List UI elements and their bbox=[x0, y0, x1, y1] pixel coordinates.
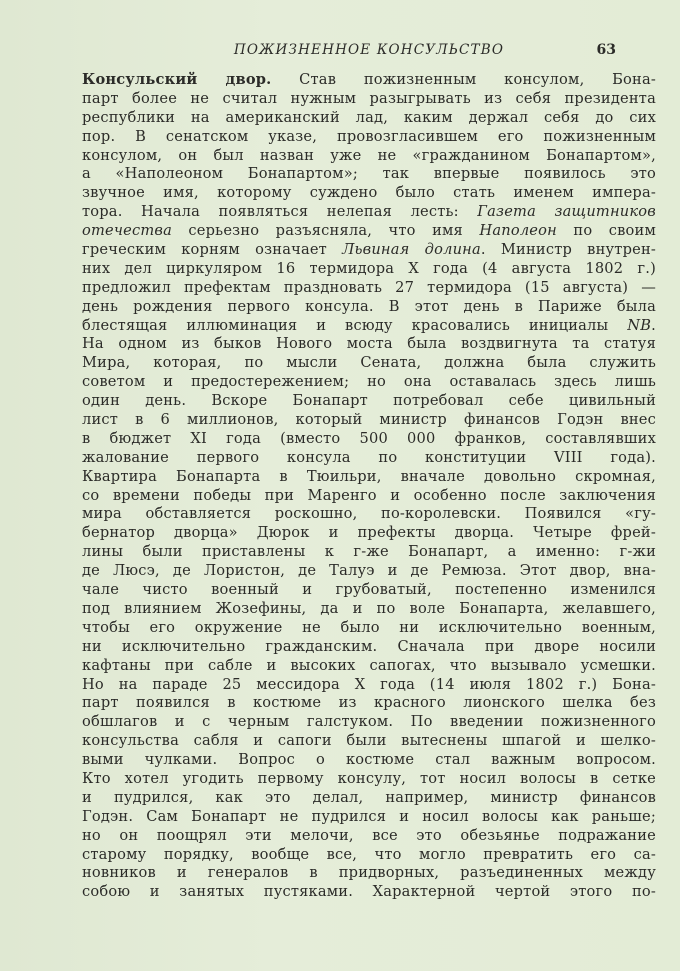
bold-text: Консульский двор. bbox=[82, 71, 272, 88]
text-segment: но он поощрял эти мелочи, все это обезьянье подражание bbox=[82, 826, 656, 844]
text-segment: Кто хотел угодить первому консулу, тот носил волосы в сетке bbox=[82, 769, 656, 787]
text-line bbox=[82, 808, 656, 827]
text-segment: Годэн. Сам Бонапарт не пудрился и носил волосы как раньше; bbox=[82, 807, 656, 825]
text-segment: день рождения первого консула. В этот день в Париже была bbox=[82, 297, 656, 315]
text-line bbox=[82, 505, 656, 524]
text-segment: Квартира Бонапарта в Тюильри, вначале довольно скромная, bbox=[82, 467, 656, 485]
text-segment: де Люсэ, де Лористон, де Талуэ и де Ремюза. Этот двор, вна- bbox=[82, 562, 656, 580]
text-line bbox=[82, 638, 656, 657]
text-segment: парт появился в костюме из красного лионского шелка без bbox=[82, 694, 656, 712]
text-line bbox=[82, 109, 656, 128]
text-segment: консульства сабля и сапоги были вытеснены шпагой и шелко- bbox=[82, 732, 656, 750]
text-line bbox=[82, 789, 656, 808]
text-segment: один день. Вскоре Бонапарт потребовал себе цивильный bbox=[82, 392, 656, 410]
text-segment: под влиянием Жозефины, да и по воле Бонапарта, желавшего, bbox=[82, 599, 656, 617]
text-segment: а «Наполеоном Бонапартом»; так впервые появилось это bbox=[82, 165, 656, 183]
text-segment: Став пожизненным консулом, Бона- bbox=[271, 71, 656, 88]
text-segment: мира обставляется роскошно, по-королевски. Появился «гу- bbox=[82, 505, 656, 523]
text-segment: На одном из быков Нового моста была воздвигнута та статуя bbox=[82, 335, 656, 353]
text-segment: звучное имя, которому суждено было стать именем импера- bbox=[82, 184, 656, 202]
text-line bbox=[82, 619, 656, 638]
text-segment: по своим bbox=[556, 222, 656, 240]
text-segment: кафтаны при сабле и высоких сапогах, что вызывало усмешки. bbox=[82, 656, 656, 674]
text-segment: новников и генералов в придворных, разъединенных между bbox=[82, 864, 656, 882]
text-line bbox=[82, 430, 656, 449]
text-line bbox=[82, 279, 656, 298]
text-line bbox=[82, 298, 656, 317]
text-segment: со времени победы при Маренго и особенно после заключения bbox=[82, 486, 656, 504]
text-segment: выми чулками. Вопрос о костюме стал важным вопросом. bbox=[82, 751, 656, 769]
text-line bbox=[82, 883, 656, 902]
text-line bbox=[82, 147, 656, 166]
italic-text: Наполеон bbox=[479, 222, 557, 240]
text-line bbox=[82, 317, 656, 336]
italic-text: Газета защитников bbox=[477, 203, 656, 221]
text-segment: блестящая иллюминация и всюду красовались инициалы bbox=[82, 316, 628, 334]
text-line bbox=[82, 543, 656, 562]
text-line bbox=[82, 827, 656, 846]
text-line bbox=[82, 71, 656, 90]
text-segment: собою и занятых пустяками. Характерной чертой этого по- bbox=[82, 883, 656, 901]
text-segment: советом и предостережением; но она оставалась здесь лишь bbox=[82, 373, 656, 391]
text-segment: греческим корням означает bbox=[82, 241, 343, 259]
text-line bbox=[82, 449, 656, 468]
text-segment: республики на американский лад, каким держал себя до сих bbox=[82, 108, 656, 126]
text-segment: в бюджет XI года (вместо 500 000 франков, составлявших bbox=[82, 429, 656, 447]
text-line bbox=[82, 581, 656, 600]
text-line bbox=[82, 600, 656, 619]
text-line bbox=[82, 713, 656, 732]
text-line bbox=[82, 770, 656, 789]
text-segment: и пудрился, как это делал, например, министр финансов bbox=[82, 788, 656, 806]
text-segment: парт более не считал нужным разыгрывать из себя президента bbox=[82, 89, 656, 107]
text-line bbox=[82, 468, 656, 487]
text-line bbox=[82, 487, 656, 506]
text-segment: . bbox=[651, 316, 656, 334]
text-line bbox=[82, 222, 656, 241]
text-segment: обшлагов и с черным галстуком. По введении пожизненного bbox=[82, 713, 656, 731]
text-line bbox=[82, 165, 656, 184]
text-segment: пор. В сенатском указе, провозгласившем его пожизненным bbox=[82, 127, 656, 145]
text-line bbox=[82, 676, 656, 695]
text-segment: предложил префектам праздновать 27 термидора (15 августа) — bbox=[82, 278, 656, 296]
text-segment: консулом, он был назван уже не «гражданином Бонапартом», bbox=[82, 146, 656, 164]
text-line bbox=[82, 203, 656, 222]
text-line bbox=[82, 184, 656, 203]
text-line bbox=[82, 411, 656, 430]
text-line bbox=[82, 260, 656, 279]
text-line bbox=[82, 846, 656, 865]
page-number: 63 bbox=[596, 42, 616, 58]
text-line bbox=[82, 864, 656, 883]
text-line bbox=[82, 392, 656, 411]
text-line bbox=[82, 373, 656, 392]
text-segment: ни исключительно гражданским. Сначала при дворе носили bbox=[82, 637, 656, 655]
text-segment: них дел циркуляром 16 термидора X года (4 августа 1802 г.) bbox=[82, 259, 656, 277]
text-line bbox=[82, 524, 656, 543]
text-segment: . Министр внутрен- bbox=[480, 241, 656, 259]
text-segment: тора. Начала появляться нелепая лесть: bbox=[82, 203, 478, 221]
running-title: ПОЖИЗНЕННОЕ КОНСУЛЬСТВО bbox=[233, 42, 505, 58]
text-segment: Мира, которая, по мысли Сената, должна была служить bbox=[82, 354, 656, 372]
text-line bbox=[82, 562, 656, 581]
text-segment: чале чисто военный и грубоватый, постепенно изменился bbox=[82, 581, 656, 599]
text-line bbox=[82, 90, 656, 109]
text-segment: старому порядку, вообще все, что могло превратить его са- bbox=[82, 845, 656, 863]
italic-text: Львиная долина bbox=[342, 241, 481, 259]
italic-text: NB bbox=[627, 316, 652, 334]
text-segment: чтобы его окружение не было ни исключительно военным, bbox=[82, 618, 656, 636]
page-header bbox=[82, 42, 656, 62]
text-segment: лины были приставлены к г-же Бонапарт, а именно: г-жи bbox=[82, 543, 656, 561]
text-segment: жалование первого консула по конституции VIII года). bbox=[82, 448, 656, 466]
body-text bbox=[82, 71, 656, 902]
text-segment: серьезно разъясняла, что имя bbox=[171, 222, 480, 240]
text-line bbox=[82, 335, 656, 354]
text-segment: Но на параде 25 мессидора X года (14 июля 1802 г.) Бона- bbox=[82, 675, 656, 693]
text-line bbox=[82, 732, 656, 751]
text-line bbox=[82, 128, 656, 147]
text-segment: бернатор дворца» Дюрок и префекты дворца. Четыре фрей- bbox=[82, 524, 656, 542]
text-line bbox=[82, 354, 656, 373]
text-segment: лист в 6 миллионов, который министр финансов Годэн внес bbox=[82, 411, 656, 429]
text-line bbox=[82, 751, 656, 770]
italic-text: отечества bbox=[82, 222, 172, 240]
text-line bbox=[82, 657, 656, 676]
text-line bbox=[82, 694, 656, 713]
text-line bbox=[82, 241, 656, 260]
